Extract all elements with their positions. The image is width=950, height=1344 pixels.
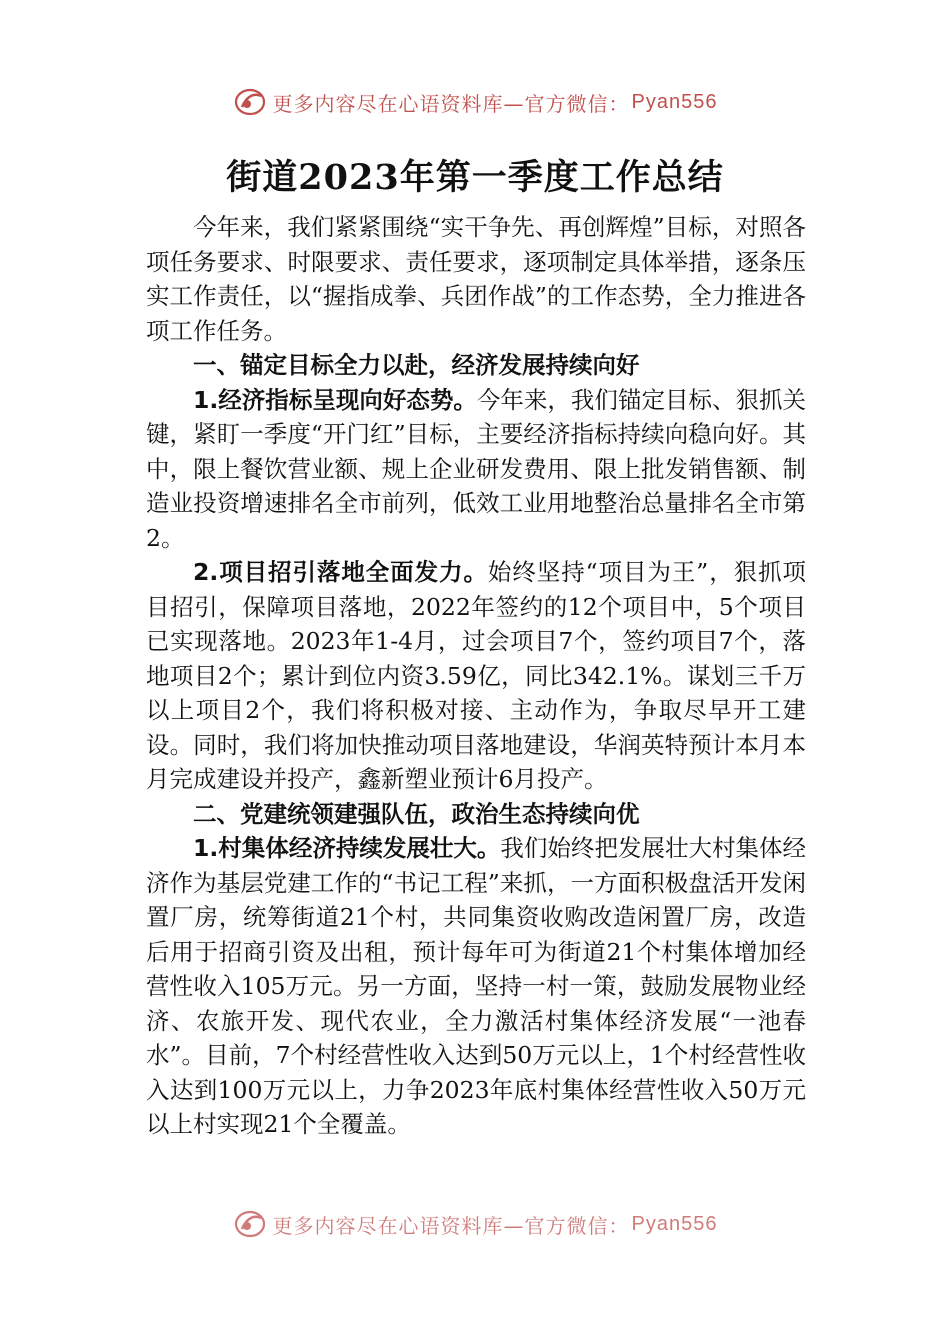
- paragraph-lead: 1.经济指标呈现向好态势。: [193, 385, 477, 414]
- section-heading-1: 一、锚定目标全力以赴，经济发展持续向好: [193, 351, 640, 379]
- watermark-wechat-id: Pyan556: [631, 1212, 718, 1235]
- paragraph-1-1: [146, 383, 806, 556]
- watermark-header: [0, 82, 950, 122]
- document-body: [146, 210, 806, 1142]
- paragraph-text: 始终坚持“项目为王”，狠抓项目招引，保障项目落地，2022年签约的12个项目中，5个项目已实现落地。2023年1-4月，过会项目7个，签约项目7个，落地项目2个；累计到位内资3.59亿，同比342.1%。谋划三千万以上项目2个，我们将积极对接、主动作为，争取尽早开工建设。同时，我们将加快推动项目落地建设，华润英特预计本月本月完成建设并投产，鑫新塑业预计6月投产。: [146, 558, 807, 793]
- watermark-text: 更多内容尽在心语资料库—官方微信：: [272, 91, 630, 116]
- paragraph-lead: 2.项目招引落地全面发力。: [193, 558, 488, 586]
- section-heading-2: 二、党建统领建强队伍，政治生态持续向优: [193, 799, 640, 828]
- paragraph-text: 今年来，我们锚定目标、狠抓关键，紧盯一季度“开门红”目标，主要经济指标持续向稳向好。其中，限上餐饮营业额、规上企业研发费用、限上批发销售额、制造业投资增速排名全市前列，低效工业用地整治总量排名全市第2。: [146, 385, 807, 552]
- watermark-text: 更多内容尽在心语资料库—官方微信：: [272, 1213, 630, 1238]
- paragraph-lead: 1.村集体经济持续发展壮大。: [193, 834, 501, 862]
- paragraph-1-2: [146, 555, 806, 797]
- brand-logo-icon: [233, 87, 267, 117]
- intro-paragraph: 今年来，我们紧紧围绕“实干争先、再创辉煌”目标，对照各项任务要求、时限要求、责任要求，逐项制定具体举措，逐条压实工作责任，以“握指成拳、兵团作战”的工作态势，全力推进各项工作任务。: [146, 213, 806, 345]
- page-title: 街道2023年第一季度工作总结: [226, 157, 724, 198]
- brand-logo-icon: [233, 1209, 267, 1239]
- paragraph-2-1: [146, 831, 806, 1142]
- paragraph-text: 我们始终把发展壮大村集体经济作为基层党建工作的“书记工程”来抓，一方面积极盘活开发闲置厂房，统筹街道21个村，共同集资收购改造闲置厂房，改造后用于招商引资及出租，预计每年可为街道21个村集体增加经营性收入105万元。另一方面，坚持一村一策，鼓励发展物业经济、农旅开发、现代农业，全力激活村集体经济发展“一池春水”。目前，7个村经营性收入达到50万元以上，1个村经营性收入达到100万元以上，力争2023年底村集体经营性收入50万元以上村实现21个全覆盖。: [146, 834, 807, 1138]
- watermark-wechat-id: Pyan556: [631, 90, 718, 113]
- watermark-footer: [0, 1204, 950, 1244]
